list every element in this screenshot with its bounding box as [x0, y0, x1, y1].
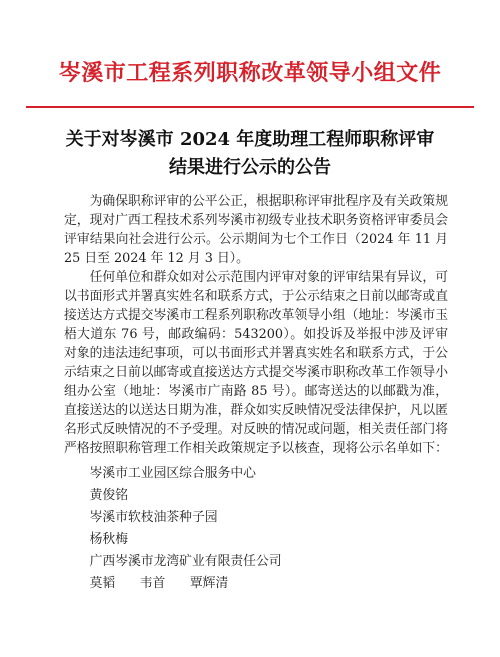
- notice-paragraph-objection: 任何单位和群众如对公示范围内评审对象的评审结果有异议，可以书面形式并署真实姓名和联系方式，于公示结束之日前以邮寄或直接送达方式提交岑溪市工程系列职称改革领导小组（地址：岑溪市玉梧大道东 76 号，邮政编码：543200）。如投诉及举报中涉及评审对象的违法违纪事项，可以书面形式并署真实姓名和联系方式，于公示结束之日前以邮寄或直接送达方式提交岑溪市职称改革工作领导小组办公室（地址：岑溪市广南路 85 号）。邮寄送达的以邮戳为准，直接送达的以送达日期为准，群众如实反映情况受法律保护，凡以匿名形式反映情况的不予受理。对反映的情况或问题，相关责任部门将严格按照职称管理工作相关政策规定予以核查，现将公示名单如下：: [64, 270, 448, 456]
- document-header-title: 岑溪市工程系列职称改革领导小组文件: [58, 60, 442, 86]
- notice-title-line-2: 结果进行公示的公告: [169, 157, 331, 178]
- person-name: 黄俊铭: [89, 488, 128, 503]
- list-item-names: [64, 529, 448, 551]
- person-name: 杨秋梅: [89, 532, 128, 547]
- person-name: 莫韬: [89, 576, 116, 591]
- person-name: 韦首: [139, 576, 166, 591]
- notice-title: [40, 126, 460, 182]
- notice-paragraph-purpose: 为确保职称评审的公平公正，根据职称评审批程序及有关政策规定，现对广西工程技术系列岑溪市初级专业技术职务资格评审委员会评审结果向社会进行公示。公示期间为七个工作日（2024 年 11 月 25 日至 2024 年 12 月 3 日）。: [64, 194, 448, 266]
- publicity-list: [64, 463, 448, 595]
- list-item-names: [64, 485, 448, 507]
- person-name: 覃辉清: [189, 576, 229, 591]
- notice-body: [64, 192, 448, 595]
- list-item-names: [64, 573, 448, 595]
- list-item-organization: 广西岑溪市龙湾矿业有限责任公司: [89, 554, 282, 569]
- header-red-rule: [26, 106, 474, 108]
- list-item-organization: 岑溪市工业园区综合服务中心: [89, 466, 256, 481]
- notice-title-line-1: 关于对岑溪市 2024 年度助理工程师职称评审: [65, 129, 435, 150]
- list-item-organization: 岑溪市软枝油茶种子园: [89, 510, 218, 525]
